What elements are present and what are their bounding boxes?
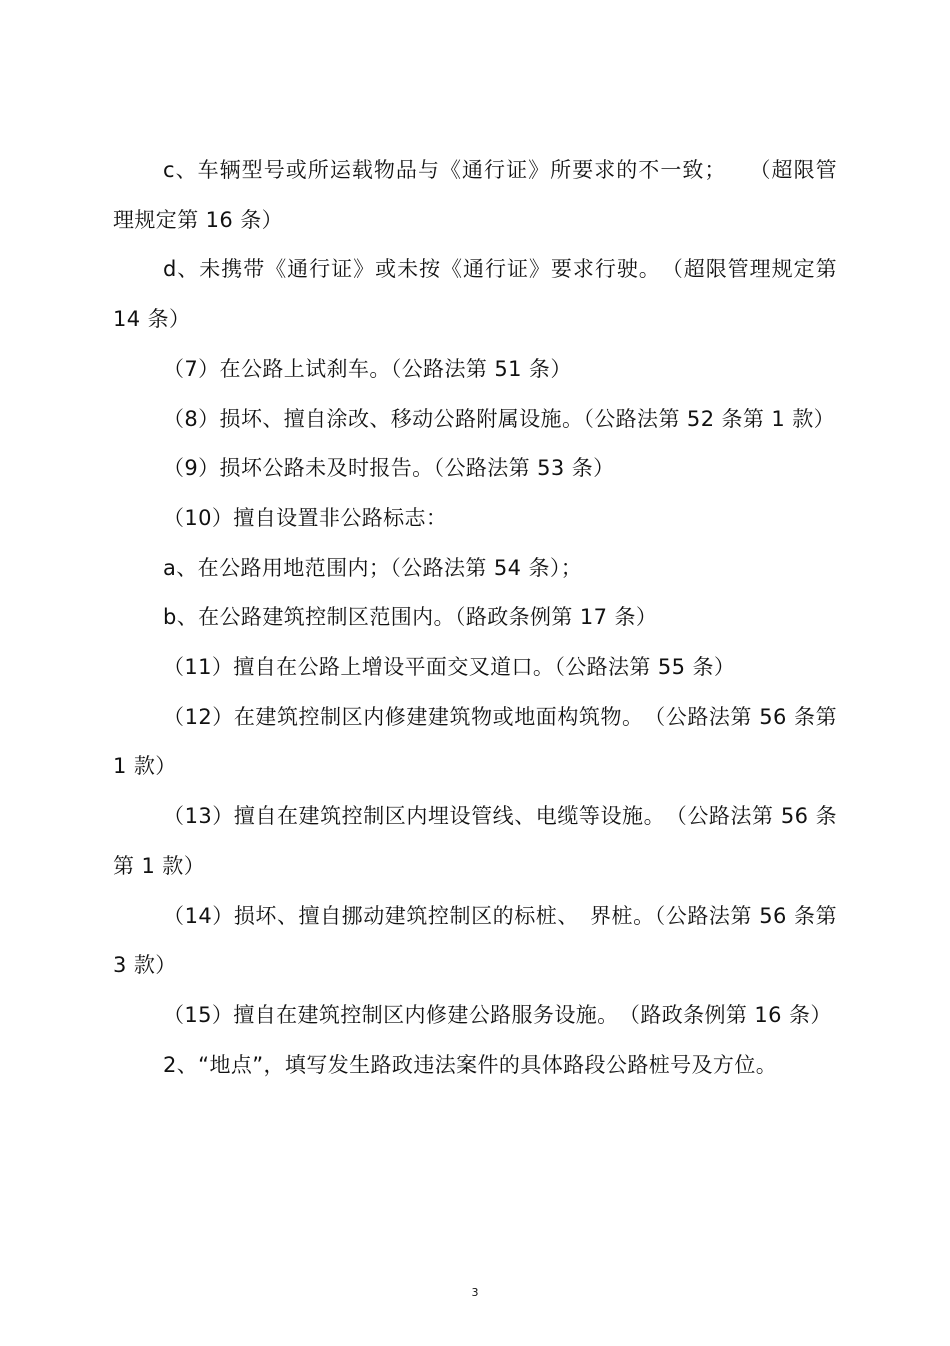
- paragraph-8-damage-facilities: （8）损坏、擅自涂改、移动公路附属设施。（公路法第 52 条第 1 款）: [163, 406, 836, 431]
- paragraph-12-buildings: （12）在建筑控制区内修建建筑物或地面构筑物。 （公路法第 56 条第 1 款）: [113, 704, 837, 779]
- paragraph-14-stakes: （14）损坏、擅自挪动建筑控制区的标桩、 界桩。（公路法第 56 条第 3 款）: [113, 903, 837, 978]
- paragraph-15-service-facilities: （15）擅自在建筑控制区内修建公路服务设施。 （路政条例第 16 条）: [163, 1002, 832, 1027]
- paragraph-10a-road-land: a、在公路用地范围内；（公路法第 54 条）；: [163, 555, 583, 580]
- paragraph-d-no-permit: d、未携带《通行证》或未按《通行证》要求行驶。 （超限管理规定第 14 条）: [113, 257, 837, 332]
- paragraph-c-vehicle-mismatch: c、车辆型号或所运载物品与《通行证》所要求的不一致； （超限管理规定第 16 条）: [113, 158, 837, 232]
- paragraph-10-signs: （10）擅自设置非公路标志：: [163, 505, 448, 530]
- document-body: [113, 146, 837, 1090]
- paragraph-2-location: 2、“地点”，填写发生路政违法案件的具体路段公路桩号及方位。: [163, 1052, 778, 1077]
- paragraph-9-no-report: （9）损坏公路未及时报告。（公路法第 53 条）: [163, 456, 615, 481]
- paragraph-10b-control-zone: b、在公路建筑控制区范围内。（路政条例第 17 条）: [163, 605, 658, 630]
- paragraph-13-pipelines: （13）擅自在建筑控制区内埋设管线、电缆等设施。 （公路法第 56 条第 1 款）: [113, 804, 837, 878]
- paragraph-11-crossing: （11）擅自在公路上增设平面交叉道口。（公路法第 55 条）: [163, 655, 736, 680]
- paragraph-7-brake-test: （7）在公路上试刹车。（公路法第 51 条）: [163, 356, 572, 381]
- page-number: 3: [471, 1286, 479, 1299]
